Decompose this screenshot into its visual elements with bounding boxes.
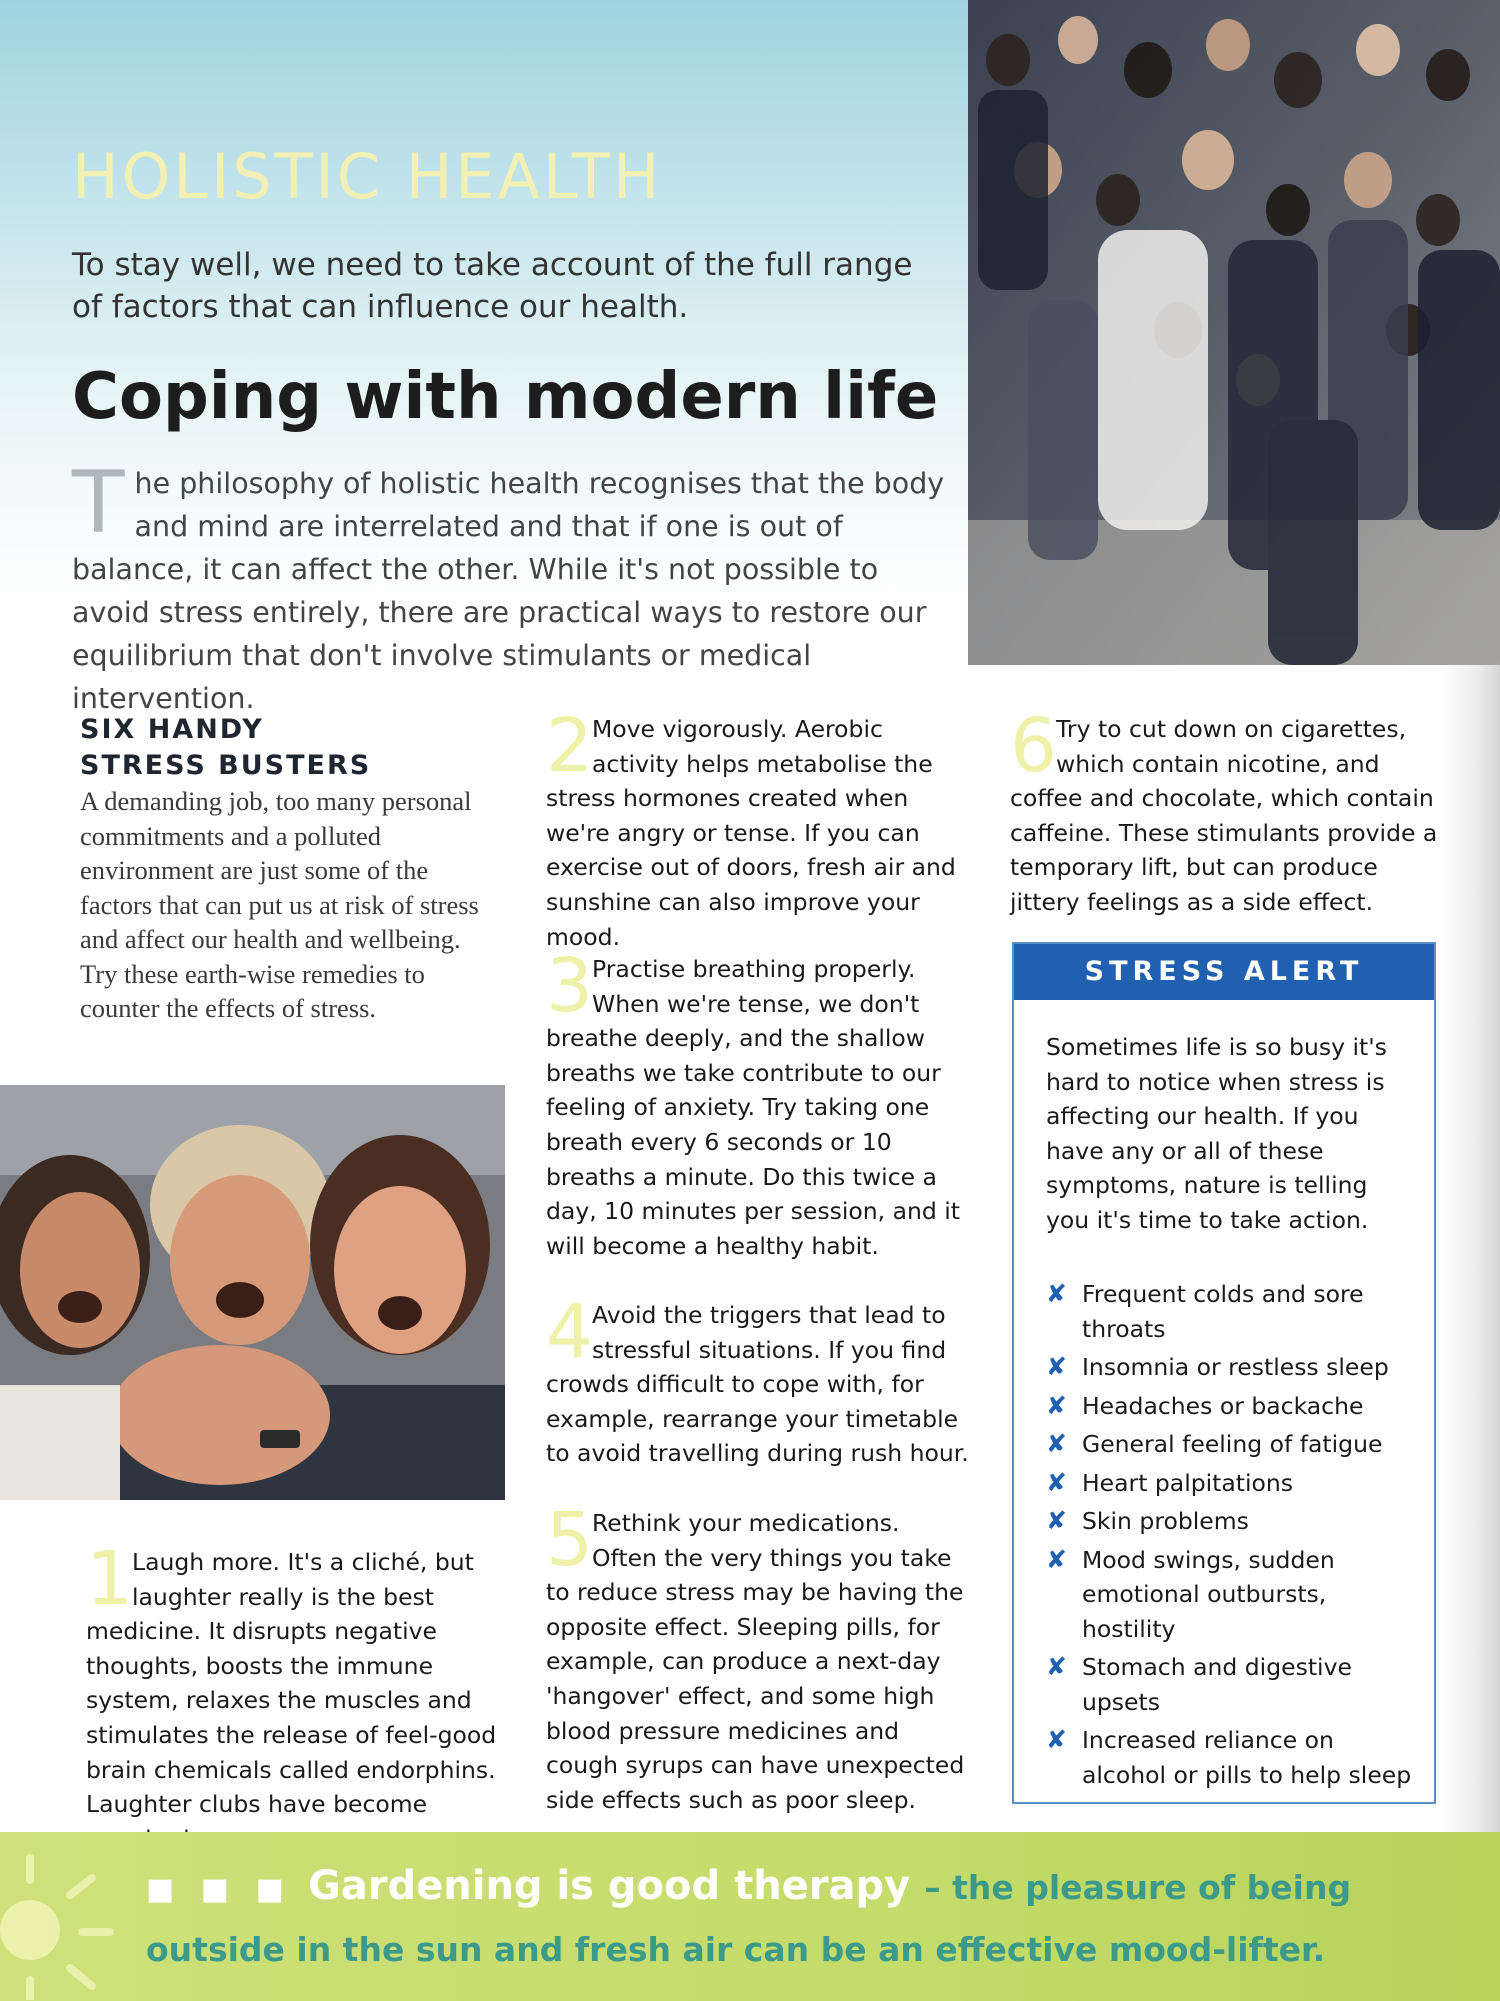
stress-alert-title: STRESS ALERT	[1014, 944, 1434, 1000]
lead-text: he philosophy of holistic health recognises that the body and mind are interrelated and that if one is out of balance, it can affect the other. While it's not possible to avoid stress entirely, there are practical ways to restore our equilibrium that don't involve stimulants or medical intervention.	[72, 467, 945, 715]
tip-number: 3	[546, 943, 594, 1029]
tip-number: 4	[546, 1289, 594, 1375]
banner-line-2: outside in the sun and fresh air can be an effective mood-lifter.	[146, 1930, 1326, 1969]
laughing-women-photo	[0, 1085, 505, 1500]
tip-number: 1	[86, 1536, 134, 1622]
drop-cap: T	[72, 453, 125, 553]
column-2	[546, 703, 971, 954]
cross-icon: ✘	[1046, 1352, 1067, 1381]
tip-text: Laugh more. It's a cliché, but laughter really is the best medicine. It disrupts negative thoughts, boosts the immune system, relaxes the muscles and stimulates the release of feel-good brain chemicals called endorphins. Laughter clubs have become	[86, 1548, 497, 1819]
banner-highlight: Gardening is good therapy	[307, 1863, 911, 1909]
tip-text: Move vigorously. Aerobic activity helps metabolise the stress hormones created when we're angry or tense. If you can exercise out of doors, fresh air and sunshine can also improve your mood.	[546, 715, 956, 951]
tip-1	[86, 1536, 506, 1856]
banner-line-1	[146, 1858, 1476, 1918]
tip-text: Practise breathing properly. When we're tense, we don't breathe deeply, and the shallow breaths we take contribute to our feeling of anxiety. Try taking one breath every 6 seconds or 10 breaths a minute. Do this twice a day, 10 minutes per session, and it will become a healthy habit.	[546, 955, 960, 1260]
symptom-item: ✘ Stomach and digestive upsets	[1046, 1652, 1352, 1716]
symptom-item: ✘ Mood swings, sudden emotional outbursts, hostility	[1046, 1544, 1335, 1643]
article-headline: Coping with modern life	[72, 360, 939, 434]
symptom-item: ✘ General feeling of fatigue	[1046, 1427, 1424, 1462]
column-2c	[546, 1289, 971, 1471]
cross-icon: ✘	[1046, 1279, 1067, 1308]
lead-paragraph	[72, 453, 952, 720]
crowd-photo	[968, 0, 1500, 665]
tip-6	[1010, 703, 1440, 920]
tip-2	[546, 703, 971, 954]
tip-text: Rethink your medications. Often the very things you take to reduce stress may be having the opposite effect. Sleeping pills, for example, can produce a next-day 'hangover' effect, and some high blood pressure medicines and cough syrups can have unexpected side effects such as poor sleep.	[546, 1509, 965, 1814]
tip-text: Try to cut down on cigarettes, which contain nicotine, and coffee and chocolate, which contain caffeine. These stimulants provide a temporary lift, but can produce jittery feelings as a side effect.	[1010, 715, 1438, 916]
sidebar-heading	[80, 712, 500, 784]
symptom-item: ✘ Frequent colds and sore throats	[1046, 1279, 1364, 1343]
sidebar-heading-line1: SIX HANDY	[80, 714, 264, 745]
cross-icon: ✘	[1046, 1390, 1067, 1420]
tip-5	[546, 1497, 971, 1817]
symptom-item: ✘ Heart palpitations	[1046, 1466, 1424, 1501]
column-3	[1010, 703, 1440, 920]
stress-alert-box	[1012, 942, 1436, 1804]
column-1	[86, 1536, 506, 1856]
tip-3	[546, 943, 971, 1263]
cross-icon: ✘	[1046, 1544, 1067, 1574]
tip-number: 2	[546, 703, 594, 789]
intro-text: To stay well, we need to take account of the full range of factors that can influence our health.	[72, 247, 913, 325]
symptom-item: ✘ Skin problems	[1046, 1504, 1424, 1539]
tip-4	[546, 1289, 971, 1471]
square-bullets-icon: ■ ■ ■	[146, 1872, 292, 1907]
symptom-item: ✘ Headaches or backache	[1046, 1389, 1424, 1424]
banner-rest: – the pleasure of being	[924, 1868, 1352, 1907]
crowd-illustration	[968, 0, 1500, 665]
cross-icon: ✘	[1046, 1506, 1067, 1535]
cross-icon: ✘	[1046, 1467, 1067, 1497]
cross-icon: ✘	[1046, 1652, 1067, 1681]
tip-number: 6	[1010, 703, 1058, 789]
sun-icon	[0, 1850, 150, 2000]
page-gutter-shade	[1440, 665, 1500, 1865]
tip-number: 5	[546, 1497, 594, 1583]
column-2b	[546, 943, 971, 1263]
sidebar-text: A demanding job, too many personal commitments and a polluted environment are just some of the factors that can put us at risk of stress and affect our health and wellbeing. Try these earth-wise remedies to counter the effects of stress.	[80, 786, 479, 1023]
cross-icon: ✘	[1046, 1429, 1067, 1458]
symptom-list	[1014, 1237, 1434, 1792]
tip-text: Avoid the triggers that lead to stressful situations. If you find crowds difficult to cope with, for example, rearrange your timetable to avoid travelling during rush hour.	[546, 1301, 969, 1468]
sidebar-heading-line2: STRESS BUSTERS	[80, 750, 372, 781]
column-2d	[546, 1497, 971, 1817]
laughing-women-illustration	[0, 1085, 505, 1500]
symptom-item: ✘ Increased reliance on alcohol or pills to help sleep	[1046, 1725, 1412, 1789]
section-title: HOLISTIC HEALTH	[72, 140, 663, 213]
cross-icon: ✘	[1046, 1725, 1067, 1754]
symptom-item: ✘ Insomnia or restless sleep	[1046, 1350, 1424, 1385]
stress-alert-text: Sometimes life is so busy it's hard to notice when stress is affecting our health. If you have any or all of these symptoms, nature is telling you it's time to take action.	[1046, 1033, 1387, 1234]
